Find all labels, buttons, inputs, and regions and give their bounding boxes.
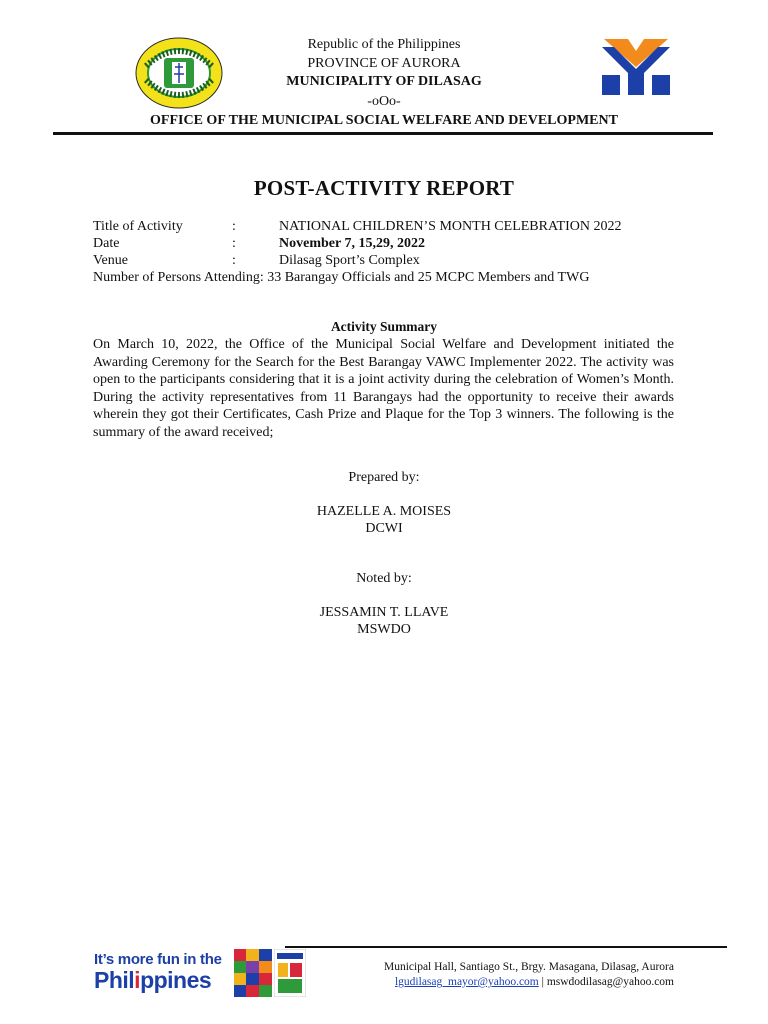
title-value: NATIONAL CHILDREN’S MONTH CELEBRATION 2022 <box>279 219 622 234</box>
prepared-label: Prepared by: <box>348 470 420 485</box>
header-republic: Republic of the Philippines <box>307 37 461 52</box>
date-label: Date <box>93 236 120 251</box>
colon: : <box>232 253 236 268</box>
tourism-mosaic-icon <box>234 949 272 997</box>
date-value: November 7, 15,29, 2022 <box>279 236 425 251</box>
header-province: PROVINCE OF AURORA <box>307 56 461 71</box>
mayor-email-link[interactable]: lgudilasag_mayor@yahoo.com <box>394 976 539 988</box>
noted-label: Noted by: <box>356 571 412 586</box>
prepared-title: DCWI <box>365 521 403 536</box>
colon: : <box>232 236 236 251</box>
title-label: Title of Activity <box>93 219 183 234</box>
attending-value: 33 Barangay Officials and 25 MCPC Members and TWG <box>267 270 590 285</box>
tourism-country: Philippines <box>94 967 212 993</box>
venue-value: Dilasag Sport’s Complex <box>279 253 420 268</box>
mswdo-email: mswdodilasag@yahoo.com <box>546 976 674 988</box>
header-municipality: MUNICIPALITY OF DILASAG <box>286 74 482 89</box>
report-title: POST-ACTIVITY REPORT <box>253 176 515 200</box>
attending-line <box>93 269 589 286</box>
tourism-tagline: It’s more fun in the <box>94 951 222 968</box>
tourism-logo <box>94 952 234 996</box>
prepared-name: HAZELLE A. MOISES <box>316 504 452 519</box>
header-rule <box>53 132 713 135</box>
footer-address: Municipal Hall, Santiago St., Brgy. Masagana, Dilasag, Aurora <box>383 961 674 973</box>
footer-contact <box>300 960 674 990</box>
colon: : <box>232 219 236 234</box>
summary-heading: Activity Summary <box>330 319 438 334</box>
footer-emails <box>300 975 674 990</box>
email-separator: | <box>538 976 547 988</box>
noted-title: MSWDO <box>357 622 411 637</box>
header-divider-text: -oOo- <box>367 94 401 109</box>
header-office: OFFICE OF THE MUNICIPAL SOCIAL WELFARE AND DEVELOPMENT <box>150 113 618 128</box>
venue-label: Venue <box>93 253 128 268</box>
footer-rule <box>285 946 727 948</box>
attending-label: Number of Persons Attending: <box>93 270 264 285</box>
summary-body: On March 10, 2022, the Office of the Municipal Social Welfare and Development initiated the Awarding Ceremony for the Search for the Best Barangay VAWC Implementer 2022. The activity was open to the participants considering that it is a joint activity during the celebration of Women’s Month. During the activity representatives from 11 Barangays had the opportunity to receive their awards wherein they got their Certificates, Cash Prize and Plaque for the Top 3 winners. The following is the summary of the award received; <box>93 337 674 440</box>
noted-name: JESSAMIN T. LLAVE <box>319 605 449 620</box>
